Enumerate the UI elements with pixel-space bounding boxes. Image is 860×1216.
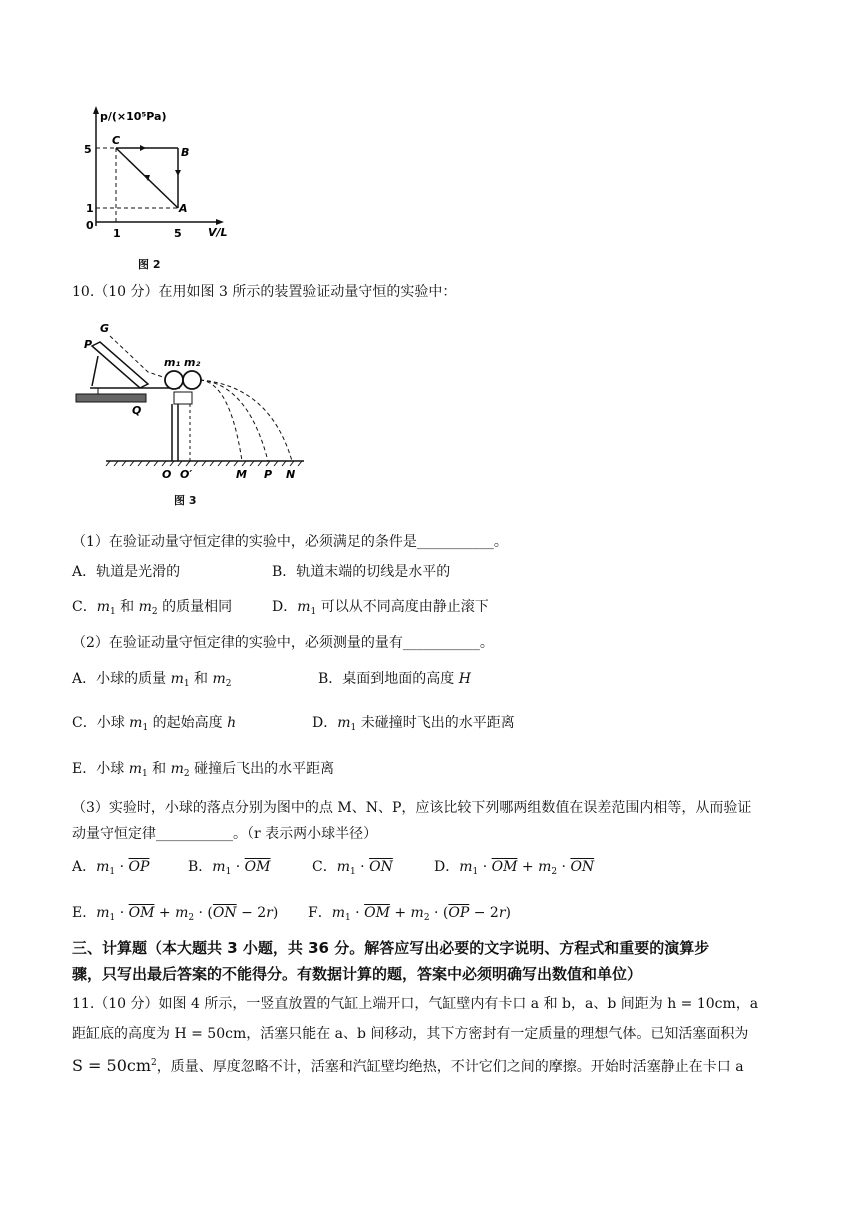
label-o-prime: O′: [180, 468, 193, 481]
label-m2: m₂: [184, 356, 201, 369]
part-1-option-c: C．$m_1$ 和 $m_2$ 的质量相同: [72, 599, 233, 617]
part-2-option-e: E．小球 $m_1$ 和 $m_2$ 碰撞后飞出的水平距离: [72, 761, 335, 779]
label-q: Q: [132, 404, 142, 417]
part-1-option-d: D．$m_1$ 可以从不同高度由静止滚下: [272, 599, 489, 617]
part-2-question: （2）在验证动量守恒定律的实验中，必须测量的量有___________。: [72, 635, 494, 651]
part-2-option-c: C．小球 $m_1$ 的起始高度 h: [72, 715, 237, 733]
question-10-stem: 10.（10 分）在用如图 3 所示的装置验证动量守恒的实验中：: [72, 284, 457, 300]
part-3-option-a: A．$m_1 \cdot \overline{OP}$: [72, 859, 150, 877]
part-3-option-d: D．$m_1 \cdot \overline{OM} + m_2 \cdot \overline{ON}$: [434, 859, 595, 877]
point-b-label: B: [181, 146, 190, 159]
section-3-heading-line-1: 三、计算题（本大题共 3 小题，共 36 分。解答应写出必要的文字说明、方程式和重要的演算步: [72, 939, 710, 957]
question-11-line-1: 11.（10 分）如图 4 所示，一竖直放置的气缸上端开口，气缸壁内有卡口 a 和 b，a、b 间距为 h = 10cm，a: [72, 996, 759, 1012]
part-3-line-2: 动量守恒定律___________。（r 表示两小球半径）: [72, 826, 378, 842]
y-tick-1: 1: [86, 202, 94, 215]
y-tick-5: 5: [84, 143, 92, 156]
y-axis-label: p/(×10⁵Pa): [100, 110, 167, 123]
part-1-option-a: A．轨道是光滑的: [72, 564, 181, 580]
part-1-option-b: B．轨道末端的切线是水平的: [272, 564, 451, 580]
label-m: M: [236, 468, 247, 481]
label-p: P: [264, 468, 273, 481]
figure-2-pv-graph: [82, 98, 232, 248]
point-a-label: A: [179, 202, 188, 215]
part-3-option-b: B．$m_1 \cdot \overline{OM}$: [188, 859, 271, 877]
part-1-question: （1）在验证动量守恒定律的实验中，必须满足的条件是___________。: [72, 534, 508, 550]
figure-3-caption: 图 3: [174, 494, 197, 507]
part-2-option-d: D．$m_1$ 未碰撞时飞出的水平距离: [312, 715, 515, 733]
part-3-option-e: E．$m_1 \cdot \overline{OM} + m_2 \cdot (\overline{ON} - 2r)$: [72, 905, 279, 923]
question-11-line-3: $S = 50cm^2$，质量、厚度忽略不计，活塞和汽缸壁均绝热，不计它们之间的摩擦。开始时活塞静止在卡口 a: [72, 1056, 744, 1075]
figure-3-apparatus: [70, 316, 310, 486]
question-11-line-2: 距缸底的高度为 H = 50cm，活塞只能在 a、b 间移动，其下方密封有一定质量的理想气体。已知活塞面积为: [72, 1026, 749, 1042]
label-n: N: [286, 468, 296, 481]
origin-label: 0: [86, 219, 94, 232]
label-o: O: [162, 468, 172, 481]
part-2-option-b: B．桌面到地面的高度 H: [318, 671, 471, 687]
section-3-heading-line-2: 骤，只写出最后答案的不能得分。有数据计算的题，答案中必须明确写出数值和单位）: [72, 965, 643, 983]
label-g: G: [100, 322, 110, 335]
part-3-option-f: F．$m_1 \cdot \overline{OM} + m_2 \cdot (\overline{OP} - 2r)$: [308, 905, 511, 923]
x-tick-1: 1: [113, 227, 121, 240]
part-2-option-a: A．小球的质量 $m_1$ 和 $m_2$: [72, 671, 232, 689]
point-c-label: C: [112, 134, 121, 147]
figure-2-caption: 图 2: [138, 258, 161, 271]
x-axis-label: V/L: [208, 226, 228, 239]
label-p-ramp: P: [84, 338, 93, 351]
x-tick-5: 5: [174, 227, 182, 240]
label-m1: m₁: [164, 356, 181, 369]
part-3-option-c: C．$m_1 \cdot \overline{ON}$: [312, 859, 393, 877]
part-3-line-1: （3）实验时，小球的落点分别为图中的点 M、N、P，应该比较下列哪两组数值在误差范围内相等，从而验证: [72, 800, 752, 816]
